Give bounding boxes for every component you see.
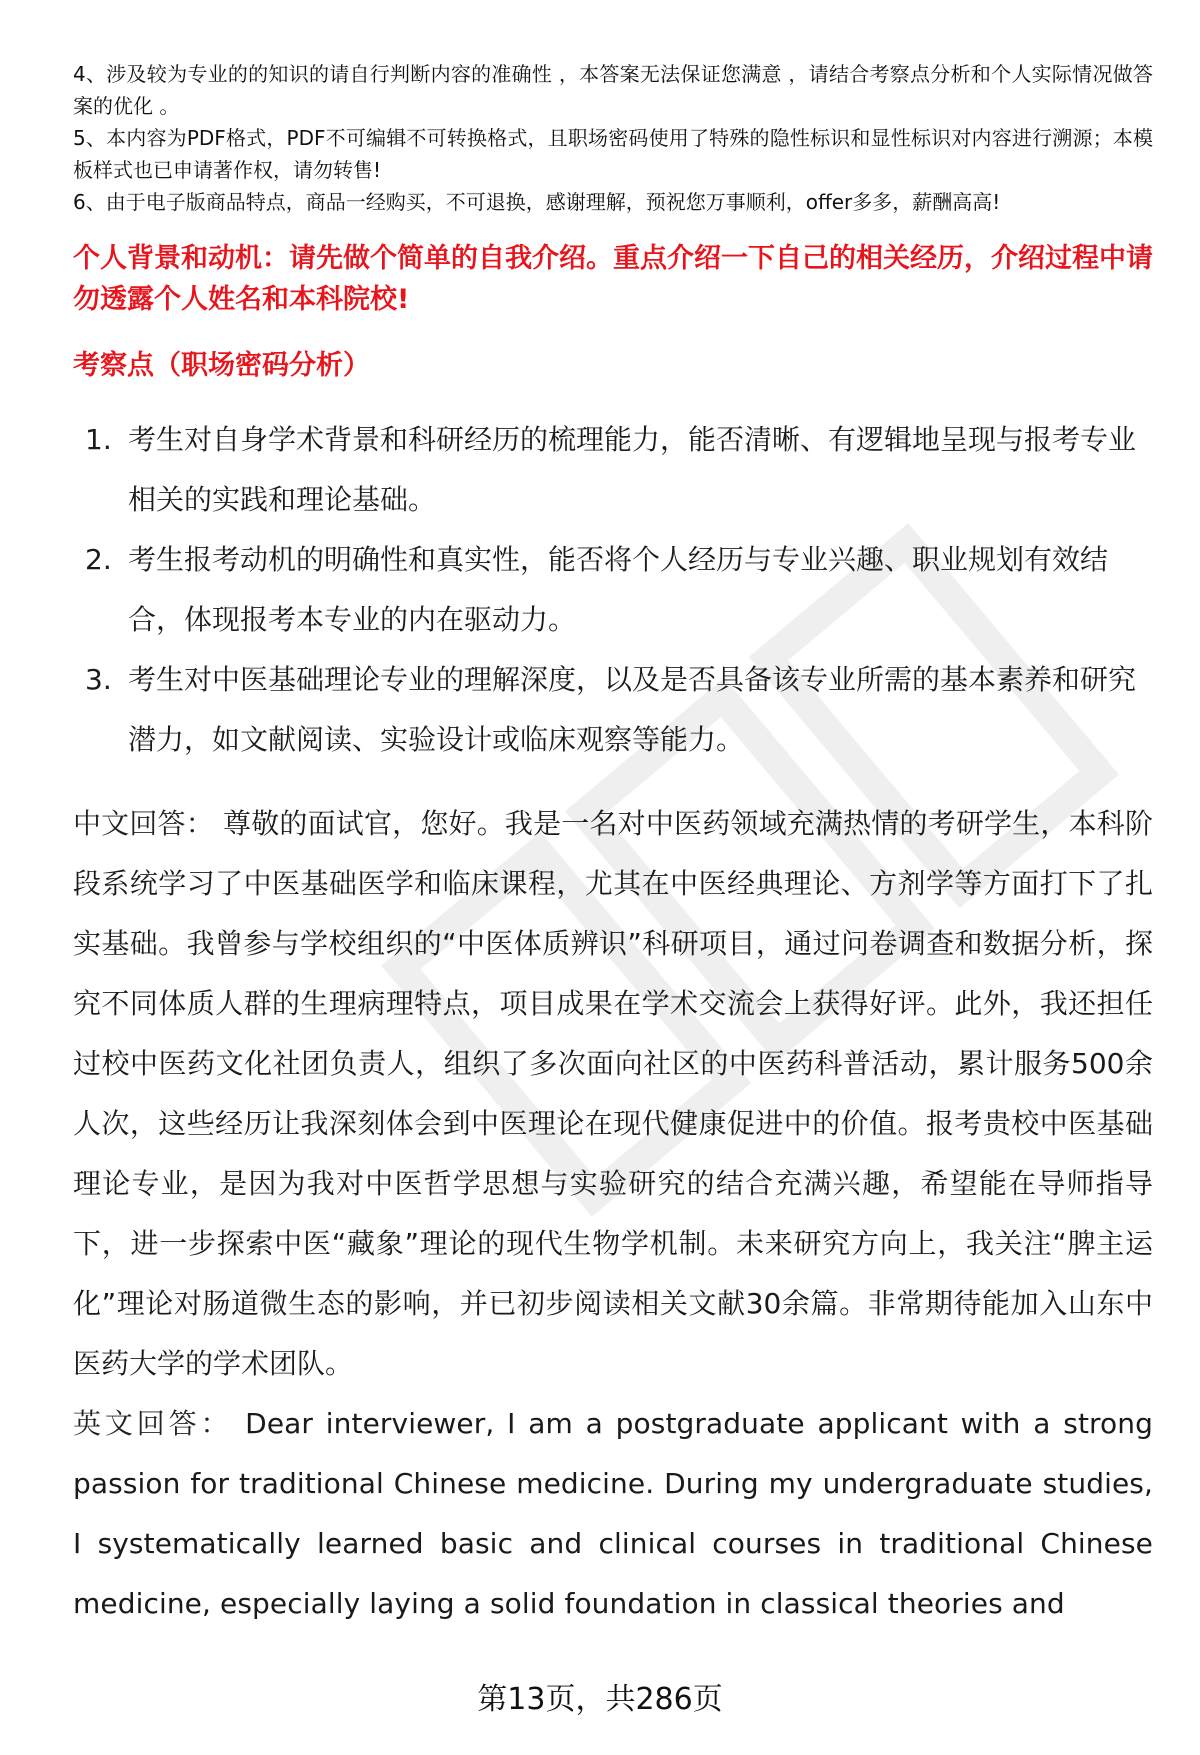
focus-title: 考察点（职场密码分析） [73,350,370,381]
answer-cn-text: 尊敬的面试官，您好。我是一名对中医药领域充满热情的考研学生，本科阶段系统学习了中医基础医学和临床课程，尤其在中医经典理论、方剂学等方面打下了扎实基础。我曾参与学校组织的“中医体质辨识”科研项目，通过问卷调查和数据分析，探究不同体质人群的生理病理特点，项目成果在学术交流会上获得好评。此外，我还担任过校中医药文化社团负责人，组织了多次面向社区的中医药科普活动，累计服务500余人次，这些经历让我深刻体会到中医理论在现代健康促进中的价值。报考贵校中医基础理论专业，是因为我对中医哲学思想与实验研究的结合充满兴趣，希望能在导师指导下，进一步探索中医“藏象”理论的现代生物学机制。未来研究方向上，我关注“脾主运化”理论对肠道微生态的影响，并已初步阅读相关文献30余篇。非常期待能加入山东中医药大学的学术团队。 [73,807,1153,1380]
note-item: 4、涉及较为专业的的知识的请自行判断内容的准确性 ，本答案无法保证您满意 ，请结合考察点分析和个人实际情况做答案的优化 。 [73,62,1153,118]
notes-block [73,58,1153,218]
question-heading: 个人背景和动机：请先做个简单的自我介绍。重点介绍一下自己的相关经历，介绍过程中请勿透露个人姓名和本科院校! [73,243,1153,315]
answer-cn-label: 中文回答： [73,807,214,840]
note-item: 6、由于电子版商品特点，商品一经购买，不可退换，感谢理解，预祝您万事顺利，offer多多，薪酬高高! [73,190,1001,214]
list-item [73,650,1153,770]
list-number: 2. [85,543,112,576]
list-text: 考生报考动机的明确性和真实性，能否将个人经历与专业兴趣、职业规划有效结合，体现报考本专业的内在驱动力。 [128,543,1109,636]
list-text: 考生对中医基础理论专业的理解深度，以及是否具备该专业所需的基本素养和研究潜力，如文献阅读、实验设计或临床观察等能力。 [128,663,1137,756]
list-number: 3. [85,663,112,696]
answer-en [73,1394,1153,1634]
page-footer: 第13页，共286页 [477,1682,723,1717]
list-number: 1. [85,423,112,456]
answer-block [73,794,1153,1634]
answer-en-label: 英文回答： [73,1407,233,1440]
list-text: 考生对自身学术背景和科研经历的梳理能力，能否清晰、有逻辑地呈现与报考专业相关的实践和理论基础。 [128,423,1137,516]
list-item [73,410,1153,530]
focus-points-list [73,410,1153,770]
document-page [73,58,1153,1634]
list-item [73,530,1153,650]
note-item: 5、本内容为PDF格式，PDF不可编辑不可转换格式，且职场密码使用了特殊的隐性标识和显性标识对内容进行溯源；本模板样式也已申请著作权，请勿转售! [73,126,1153,182]
answer-en-text: Dear interviewer, I am a postgraduate applicant with a strong passion for traditional Chinese medicine. During my undergraduate studies, I systematically learned basic and clinical courses in traditional Chinese medicine, especially laying a solid foundation in classical theories and [73,1407,1153,1620]
answer-cn [73,794,1153,1394]
